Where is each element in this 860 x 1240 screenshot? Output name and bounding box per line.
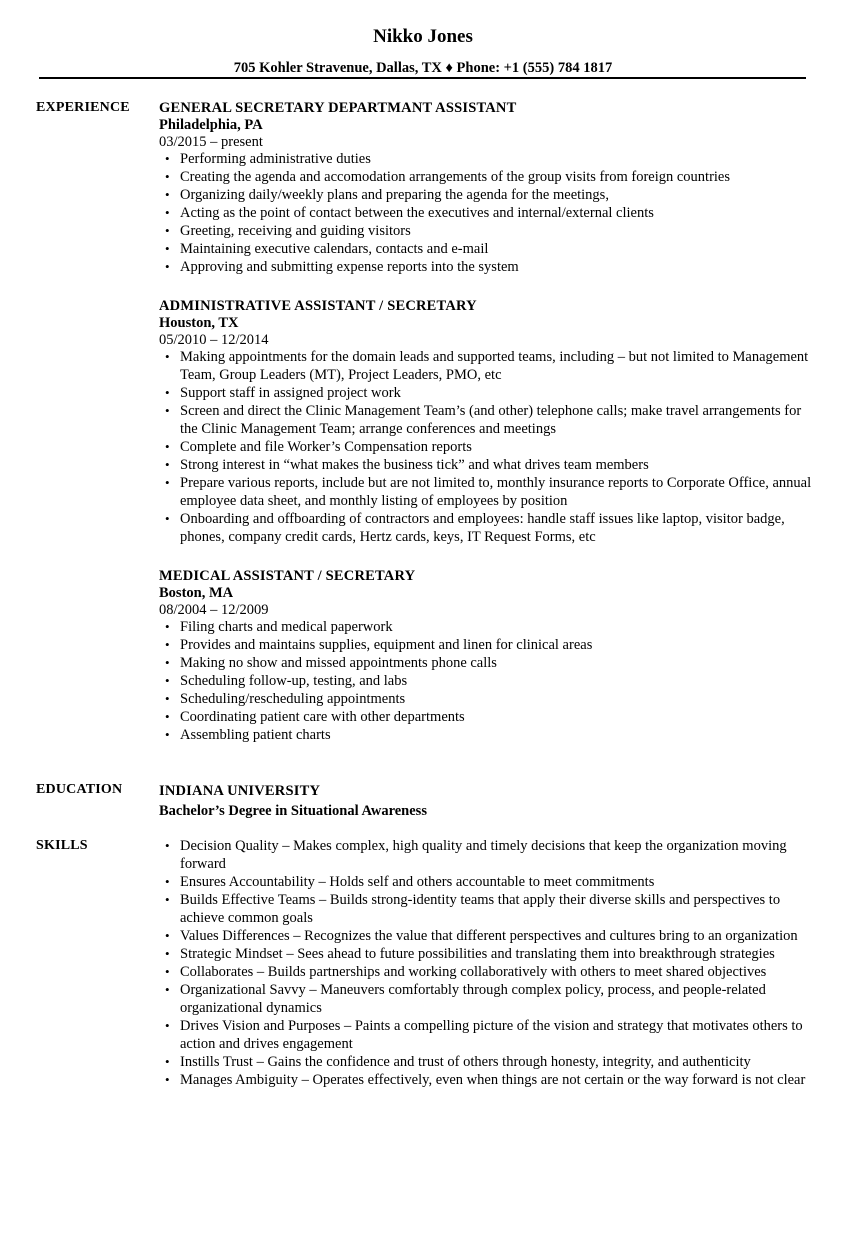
job-duty: • Complete and file Worker’s Compensation reports xyxy=(159,438,819,456)
section-label-education: EDUCATION xyxy=(36,782,123,797)
job-duty: • Greeting, receiving and guiding visitors xyxy=(159,222,819,240)
job-entry xyxy=(159,297,819,546)
skill-item: • Ensures Accountability – Holds self and others accountable to meet commitments xyxy=(159,873,819,891)
job-duty: • Filing charts and medical paperwork xyxy=(159,618,819,636)
job-dates: 03/2015 – present xyxy=(159,134,263,150)
job-duties-list xyxy=(159,618,819,744)
skill-item: • Manages Ambiguity – Operates effectively, even when things are not certain or the way forward is not clear xyxy=(159,1071,819,1089)
job-duty: • Strong interest in “what makes the business tick” and what drives team members xyxy=(159,456,819,474)
contact-line: 705 Kohler Stravenue, Dallas, TX ♦ Phone: +1 (555) 784 1817 xyxy=(233,60,613,76)
job-entry xyxy=(159,99,819,276)
job-duty: • Approving and submitting expense reports into the system xyxy=(159,258,819,276)
skill-item: • Values Differences – Recognizes the value that different perspectives and cultures bring to an organization xyxy=(159,927,819,945)
job-duty: • Maintaining executive calendars, contacts and e-mail xyxy=(159,240,819,258)
job-duty: • Scheduling follow-up, testing, and labs xyxy=(159,672,819,690)
job-duty: • Provides and maintains supplies, equipment and linen for clinical areas xyxy=(159,636,819,654)
job-location: Houston, TX xyxy=(159,315,239,331)
job-entry xyxy=(159,567,819,744)
job-duty: • Assembling patient charts xyxy=(159,726,819,744)
job-location: Boston, MA xyxy=(159,585,234,601)
skill-item: • Collaborates – Builds partnerships and working collaboratively with others to meet shared objectives xyxy=(159,963,819,981)
degree-name: Bachelor’s Degree in Situational Awareness xyxy=(159,803,427,819)
job-duties-list xyxy=(159,150,819,276)
job-duty: • Performing administrative duties xyxy=(159,150,819,168)
job-dates: 05/2010 – 12/2014 xyxy=(159,332,269,348)
school-name: INDIANA UNIVERSITY xyxy=(159,783,321,799)
header-divider xyxy=(39,77,806,79)
education-body xyxy=(159,781,819,821)
job-duty: • Creating the agenda and accomodation arrangements of the group visits from foreign countries xyxy=(159,168,819,186)
skill-item: • Instills Trust – Gains the confidence and trust of others through honesty, integrity, and authenticity xyxy=(159,1053,819,1071)
job-duty: • Acting as the point of contact between the executives and internal/external clients xyxy=(159,204,819,222)
job-title: ADMINISTRATIVE ASSISTANT / SECRETARY xyxy=(159,298,477,314)
skill-item: • Organizational Savvy – Maneuvers comfortably through complex policy, process, and people-related organizational dynamics xyxy=(159,981,819,1017)
skill-item: • Decision Quality – Makes complex, high quality and timely decisions that keep the organization moving forward xyxy=(159,837,819,873)
skill-item: • Drives Vision and Purposes – Paints a compelling picture of the vision and strategy that motivates others to action and drives engagement xyxy=(159,1017,819,1053)
candidate-name: Nikko Jones xyxy=(373,26,473,47)
job-location: Philadelphia, PA xyxy=(159,117,263,133)
job-duty: • Prepare various reports, include but are not limited to, monthly insurance reports to Corporate Office, annual employee data sheet, and monthly listing of employees by position xyxy=(159,474,819,510)
skills-body xyxy=(159,837,819,1089)
job-duty: • Organizing daily/weekly plans and preparing the agenda for the meetings, xyxy=(159,186,819,204)
skill-item: • Builds Effective Teams – Builds strong-identity teams that apply their diverse skills and perspectives to achieve common goals xyxy=(159,891,819,927)
experience-body xyxy=(159,99,819,765)
section-label-skills: SKILLS xyxy=(36,838,88,853)
job-duty: • Onboarding and offboarding of contractors and employees: handle staff issues like laptop, visitor badge, phones, company credit cards, Hertz cards, keys, IT Request Forms, etc xyxy=(159,510,819,546)
skill-item: • Strategic Mindset – Sees ahead to future possibilities and translating them into breakthrough strategies xyxy=(159,945,819,963)
section-label-experience: EXPERIENCE xyxy=(36,100,130,115)
job-duties-list xyxy=(159,348,819,546)
job-duty: • Making no show and missed appointments phone calls xyxy=(159,654,819,672)
job-dates: 08/2004 – 12/2009 xyxy=(159,602,269,618)
job-duty: • Coordinating patient care with other departments xyxy=(159,708,819,726)
job-title: MEDICAL ASSISTANT / SECRETARY xyxy=(159,568,416,584)
job-duty: • Support staff in assigned project work xyxy=(159,384,819,402)
job-duty: • Making appointments for the domain leads and supported teams, including – but not limited to Management Team, Group Leaders (MT), Project Leaders, PMO, etc xyxy=(159,348,819,384)
skills-list xyxy=(159,837,819,1089)
job-title: GENERAL SECRETARY DEPARTMANT ASSISTANT xyxy=(159,100,517,116)
job-duty: • Screen and direct the Clinic Management Team’s (and other) telephone calls; make travel arrangements for the Clinic Management Team; arrange conferences and meetings xyxy=(159,402,819,438)
job-duty: • Scheduling/rescheduling appointments xyxy=(159,690,819,708)
